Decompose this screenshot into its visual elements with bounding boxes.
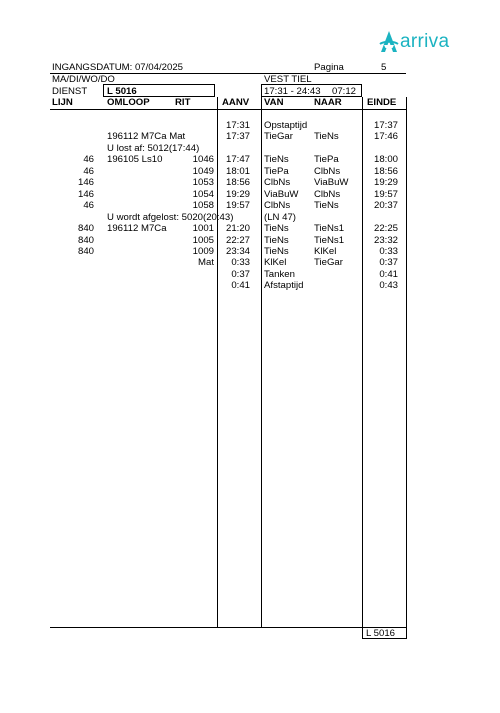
cell-einde: 0:43 [379,280,398,292]
cell-naar: TieNs [314,200,339,212]
cell-einde: 0:33 [379,245,398,257]
dienst-value: L 5016 [107,86,137,97]
cell-rit: 1049 [192,165,214,177]
cell-van: Opstaptijd [264,120,308,131]
cell-naar: TiePa [314,154,339,166]
cell-rit: 1058 [192,200,214,212]
cell-rit: Mat [198,257,214,269]
cell-omloop: 196112 M7Ca Mat [107,131,186,143]
footer-rule [50,627,406,628]
col-einde: EINDE [367,97,397,108]
cell-einde: 0:41 [379,268,398,280]
cell-rit: 1054 [192,188,214,200]
cell-van: ClbNs [264,177,291,189]
cell-rit: 1009 [192,245,214,257]
cell-einde: 0:37 [379,257,398,269]
arriva-mark-icon [378,30,400,54]
cell-einde: 17:37 [373,120,398,131]
cell-lijn: 146 [77,177,94,189]
cell-van: TieNs [264,223,289,235]
cell-van: Afstaptijd [264,280,304,292]
cell-naar: ClbNs [314,188,341,200]
cell-rit: 1053 [192,177,214,189]
cell-van: Tanken [264,268,295,280]
divider-right [406,97,407,639]
cell-aanv: 21:20 [225,223,250,235]
cell-van: TieNs [264,234,289,246]
cell-aanv: 0:41 [231,280,250,292]
time-range: 17:31 - 24:43 [264,86,321,97]
cell-lijn: 46 [83,200,94,212]
pagina-label: Pagina [314,62,344,73]
cell-einde: 19:29 [373,177,398,189]
ingangsdatum: INGANGSDATUM: 07/04/2025 [52,62,183,73]
cell-lijn: 840 [77,223,94,235]
cell-aanv: 19:29 [225,188,250,200]
cell-van: ClbNs [264,200,291,212]
dienst-label: DIENST [52,86,88,97]
col-naar: NAAR [314,97,342,108]
cell-naar: TieNs [314,131,339,143]
col-aanv: AANV [222,97,250,108]
cell-van: TiePa [264,165,289,177]
cell-aanv: 18:01 [225,165,250,177]
col-van: VAN [264,97,284,108]
cell-einde: 19:57 [373,188,398,200]
divider-van [261,97,262,627]
days-label: MA/DI/WO/DO [52,74,115,85]
cell-aanv: 18:56 [225,177,250,189]
cell-rit: 1005 [192,234,214,246]
cell-aanv: 19:57 [225,200,250,212]
cell-van: ViaBuW [264,188,299,200]
cell-lijn: 146 [77,188,94,200]
cell-einde: 23:32 [373,234,398,246]
cell-lijn: 46 [83,154,94,166]
duration: 07:12 [332,86,357,97]
cell-aanv: 17:31 [225,120,250,131]
cell-einde: 18:00 [373,154,398,166]
cell-omloop: 196112 M7Ca [107,223,167,235]
pagina-number: 5 [381,62,387,73]
col-rit: RIT [175,97,191,108]
cell-naar: ClbNs [314,165,341,177]
cell-aanv: 0:33 [231,257,250,269]
arriva-logo [378,30,462,56]
cell-naar: KlKel [314,245,337,257]
cell-rit: 1001 [192,223,214,235]
cell-aanv: 17:47 [225,154,250,166]
cell-aanv: 22:27 [225,234,250,246]
cell-omloop: U lost af: 5012(17:44) [107,142,200,154]
arriva-wordmark: arriva [400,31,450,52]
cell-naar: ViaBuW [314,177,349,189]
cell-einde: 18:56 [373,165,398,177]
cell-van: KlKel [264,257,287,269]
cell-van: TieNs [264,154,289,166]
cell-naar: TieNs1 [314,223,345,235]
cell-einde: 17:46 [373,131,398,143]
cell-omloop: U wordt afgelost: 5020(20:43) [107,211,234,223]
cell-aanv: 17:37 [225,131,250,143]
cell-lijn: 840 [77,245,94,257]
cell-einde: 20:37 [373,200,398,212]
cell-naar: TieNs1 [314,234,345,246]
col-omloop: OMLOOP [107,97,150,108]
cell-omloop: 196105 Ls10 [107,154,163,166]
footer-dienst: L 5016 [366,628,395,639]
cell-einde: 22:25 [373,223,398,235]
cell-naar: TieGar [314,257,343,269]
header-rule-bottom [50,109,406,110]
cell-rit: 1046 [192,154,214,166]
cell-van: TieNs [264,245,289,257]
cell-aanv: 0:37 [231,268,250,280]
cell-aanv: 23:34 [225,245,250,257]
cell-lijn: 840 [77,234,94,246]
cell-lijn: 46 [83,165,94,177]
col-lijn: LIJN [52,97,73,108]
cell-van: TieGar [264,131,293,143]
location-label: VEST TIEL [264,74,312,85]
cell-van: (LN 47) [264,211,296,223]
